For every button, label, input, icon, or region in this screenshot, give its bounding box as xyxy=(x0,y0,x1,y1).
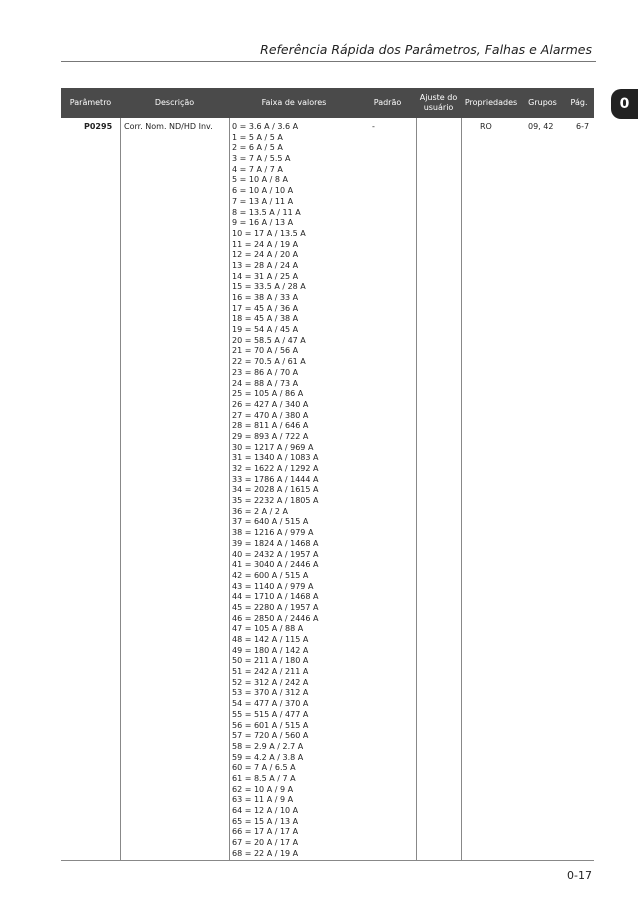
value-range-option: 16 = 38 A / 33 A xyxy=(232,293,299,302)
value-range-option: 52 = 312 A / 242 A xyxy=(232,677,309,687)
value-range-option: 40 = 2432 A / 1957 A xyxy=(232,549,319,559)
value-range-option: 18 = 45 A / 38 A xyxy=(232,314,299,324)
value-range-option: 36 = 2 A / 2 A xyxy=(232,506,288,516)
column-divider xyxy=(229,118,230,860)
value-range-option: 58 = 2.9 A / 2.7 A xyxy=(232,741,304,751)
value-range-option: 68 = 22 A / 19 A xyxy=(232,848,299,858)
value-range-option: 57 = 720 A / 560 A xyxy=(232,731,309,741)
value-range-option: 21 = 70 A / 56 A xyxy=(232,346,299,356)
value-range-option: 10 = 17 A / 13.5 A xyxy=(232,228,306,238)
value-range-option: 55 = 515 A / 477 A xyxy=(232,709,309,719)
value-range-option: 43 = 1140 A / 979 A xyxy=(232,581,314,591)
value-range-option: 46 = 2850 A / 2446 A xyxy=(232,613,319,623)
value-range-option: 44 = 1710 A / 1468 A xyxy=(232,592,319,602)
column-header-padrao: Padrão xyxy=(373,98,402,107)
value-range-option: 29 = 893 A / 722 A xyxy=(232,431,309,441)
column-divider xyxy=(461,118,462,860)
value-range-option: 25 = 105 A / 86 A xyxy=(232,389,304,399)
value-range-option: 7 = 13 A / 11 A xyxy=(232,196,294,206)
value-range-option: 39 = 1824 A / 1468 A xyxy=(232,538,319,548)
value-range-option: 56 = 601 A / 515 A xyxy=(232,720,309,730)
value-range-option: 24 = 88 A / 73 A xyxy=(232,378,299,388)
column-header-grupos: Grupos xyxy=(528,98,557,107)
value-range-option: 31 = 1340 A / 1083 A xyxy=(232,453,319,463)
column-divider xyxy=(416,118,417,860)
column-header-ajuste xyxy=(416,88,461,118)
chapter-tab: 0 xyxy=(611,89,638,119)
value-range-option: 2 = 6 A / 5 A xyxy=(232,143,283,153)
value-range-option: 45 = 2280 A / 1957 A xyxy=(232,602,319,612)
column-header-ajuste-line2: usuário xyxy=(423,103,454,112)
parameter-code: P0295 xyxy=(84,122,113,131)
value-range-option: 59 = 4.2 A / 3.8 A xyxy=(232,752,304,762)
column-header-descricao: Descrição xyxy=(154,98,195,107)
value-range-option: 13 = 28 A / 24 A xyxy=(232,260,299,270)
header-divider xyxy=(61,61,596,62)
default-value: - xyxy=(372,122,375,131)
value-range-option: 22 = 70.5 A / 61 A xyxy=(232,357,306,367)
value-range-option: 62 = 10 A / 9 A xyxy=(232,784,294,794)
column-header-ajuste-line1: Ajuste do xyxy=(419,93,458,102)
column-divider xyxy=(120,118,121,860)
value-range-option: 4 = 7 A / 7 A xyxy=(232,164,283,174)
page-number: 0-17 xyxy=(567,869,592,882)
value-range-list xyxy=(232,122,319,859)
value-range-option: 61 = 8.5 A / 7 A xyxy=(232,773,296,783)
groups-value: 09, 42 xyxy=(528,122,554,131)
value-range-option: 5 = 10 A / 8 A xyxy=(232,175,288,185)
value-range-option: 28 = 811 A / 646 A xyxy=(232,421,309,431)
value-range-option: 37 = 640 A / 515 A xyxy=(232,517,309,527)
value-range-option: 42 = 600 A / 515 A xyxy=(232,570,309,580)
value-range-option: 48 = 142 A / 115 A xyxy=(232,635,309,644)
page-reference: 6-7 xyxy=(576,122,590,131)
value-range-option: 14 = 31 A / 25 A xyxy=(232,271,299,281)
value-range-option: 54 = 477 A / 370 A xyxy=(232,699,309,709)
value-range-option: 11 = 24 A / 19 A xyxy=(232,239,299,249)
page-header-title: Referência Rápida dos Parâmetros, Falhas e Alarmes xyxy=(260,42,592,57)
column-header-faixa: Faixa de valores xyxy=(261,98,327,107)
column-header-propriedades: Propriedades xyxy=(464,98,518,107)
value-range-option: 33 = 1786 A / 1444 A xyxy=(232,474,319,484)
value-range-option: 34 = 2028 A / 1615 A xyxy=(232,485,319,495)
value-range-option: 9 = 16 A / 13 A xyxy=(232,218,294,228)
value-range-option: 50 = 211 A / 180 A xyxy=(232,656,309,666)
value-range-option: 41 = 3040 A / 2446 A xyxy=(232,560,319,570)
table-bottom-rule xyxy=(61,860,594,861)
value-range-option: 53 = 370 A / 312 A xyxy=(232,688,309,698)
value-range-option: 19 = 54 A / 45 A xyxy=(232,325,299,335)
value-range-option: 20 = 58.5 A / 47 A xyxy=(232,335,306,345)
value-range-option: 23 = 86 A / 70 A xyxy=(232,367,299,377)
value-range-option: 30 = 1217 A / 969 A xyxy=(232,442,314,452)
value-range-option: 6 = 10 A / 10 A xyxy=(232,186,294,196)
value-range-option: 67 = 20 A / 17 A xyxy=(232,838,299,848)
column-header-parametro: Parâmetro xyxy=(69,98,112,107)
value-range-option: 17 = 45 A / 36 A xyxy=(232,303,299,313)
value-range-option: 38 = 1216 A / 979 A xyxy=(232,528,314,538)
value-range-option: 51 = 242 A / 211 A xyxy=(232,667,309,677)
value-range-option: 66 = 17 A / 17 A xyxy=(232,827,299,837)
parameter-description: Corr. Nom. ND/HD Inv. xyxy=(124,122,213,131)
value-range-option: 47 = 105 A / 88 A xyxy=(232,624,304,634)
value-range-option: 27 = 470 A / 380 A xyxy=(232,410,309,420)
value-range-option: 15 = 33.5 A / 28 A xyxy=(232,282,306,292)
value-range-option: 64 = 12 A / 10 A xyxy=(232,806,299,815)
value-range-option: 12 = 24 A / 20 A xyxy=(232,250,299,260)
value-range-option: 32 = 1622 A / 1292 A xyxy=(232,464,319,473)
value-range-option: 65 = 15 A / 13 A xyxy=(232,816,299,826)
value-range-option: 1 = 5 A / 5 A xyxy=(232,132,283,142)
value-range-option: 0 = 3.6 A / 3.6 A xyxy=(232,122,299,131)
table-header xyxy=(61,88,594,118)
value-range-option: 35 = 2232 A / 1805 A xyxy=(232,496,319,506)
value-range-option: 63 = 11 A / 9 A xyxy=(232,795,294,805)
properties-value: RO xyxy=(480,122,492,131)
value-range-option: 60 = 7 A / 6.5 A xyxy=(232,763,296,773)
value-range-option: 3 = 7 A / 5.5 A xyxy=(232,154,291,164)
value-range-option: 8 = 13.5 A / 11 A xyxy=(232,207,301,217)
column-header-pag: Pág. xyxy=(570,98,588,107)
value-range-option: 49 = 180 A / 142 A xyxy=(232,645,309,655)
value-range-option: 26 = 427 A / 340 A xyxy=(232,399,309,409)
